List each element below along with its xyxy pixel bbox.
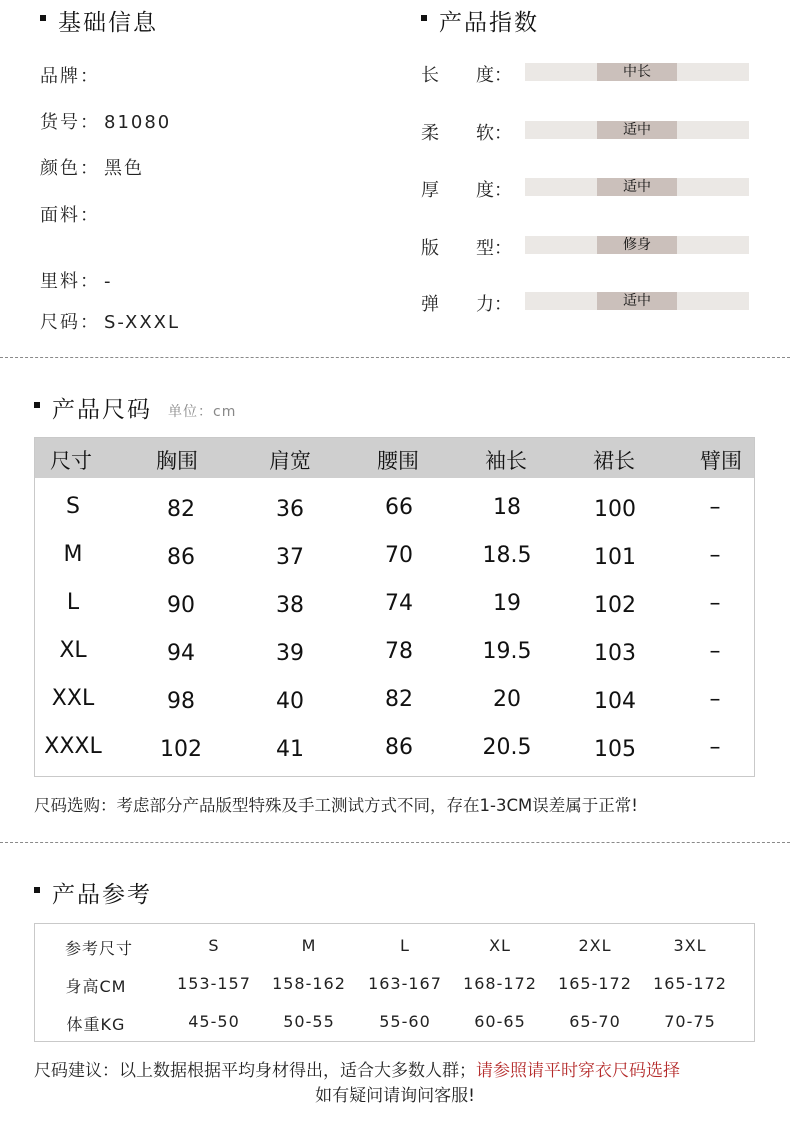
basic-info-title: 基础信息: [58, 10, 158, 36]
reference-note-text: 尺码建议：以上数据根据平均身材得出，适合大多数人群；: [34, 1061, 476, 1081]
table-cell: 参考尺寸: [64, 939, 133, 958]
info-value: 81080: [104, 112, 172, 133]
contact-note: 如有疑问请询问客服!: [315, 1086, 475, 1106]
index-row-length: [421, 61, 761, 85]
table-cell: 36: [276, 497, 304, 522]
table-cell: XL: [489, 936, 511, 955]
table-cell: 40: [276, 689, 304, 714]
header-cell: 肩宽: [269, 449, 311, 473]
table-cell: 78: [385, 639, 413, 664]
index-label: [421, 61, 512, 87]
table-cell: 165-172: [653, 974, 727, 993]
section-bullet: [421, 15, 427, 21]
reference-table: [34, 923, 755, 1042]
index-label-char1: 长: [421, 65, 439, 86]
reference-note: [34, 1056, 680, 1081]
table-cell: 39: [276, 641, 304, 666]
index-row-elasticity: [421, 290, 761, 314]
table-cell: XL: [59, 638, 87, 663]
table-cell: 2XL: [578, 936, 612, 955]
table-cell: 103: [594, 641, 636, 666]
table-cell: S: [208, 936, 220, 955]
info-value: S-XXXL: [104, 312, 181, 333]
table-cell: 94: [167, 641, 195, 666]
table-cell: 18.5: [482, 543, 532, 568]
index-label-char2: 度：: [476, 65, 512, 86]
info-row-size: [40, 308, 180, 334]
header-cell: 袖长: [485, 449, 527, 473]
info-row-brand: [40, 62, 104, 88]
info-row-lining: [40, 267, 113, 293]
index-marker: 中长: [597, 63, 677, 81]
table-cell: 45-50: [188, 1012, 240, 1031]
table-cell: 50-55: [283, 1012, 335, 1031]
reference-title: 产品参考: [52, 882, 152, 908]
table-cell: 38: [276, 593, 304, 618]
table-cell: 41: [276, 737, 304, 762]
table-cell: 86: [385, 735, 413, 760]
table-cell: 37: [276, 545, 304, 570]
info-row-fabric: [40, 201, 104, 227]
info-value: -: [104, 271, 113, 292]
index-bar: [525, 292, 749, 310]
index-label-char2: 软：: [476, 123, 512, 144]
reference-note-highlight: 请参照请平时穿衣尺码选择: [476, 1061, 680, 1081]
section-divider: [0, 842, 790, 843]
index-label-char1: 厚: [421, 180, 439, 201]
table-cell: 55-60: [379, 1012, 431, 1031]
table-cell: –: [709, 735, 721, 760]
info-row-color: [40, 154, 144, 180]
table-cell: 20: [493, 687, 521, 712]
table-cell: M: [63, 542, 83, 567]
table-cell: 身高CM: [65, 977, 127, 996]
table-cell: S: [66, 494, 80, 519]
table-cell: 153-157: [177, 974, 251, 993]
size-table: [34, 437, 755, 777]
table-cell: 70-75: [664, 1012, 716, 1031]
header-cell: 腰围: [377, 449, 419, 473]
info-label: 货号：: [40, 112, 100, 133]
index-bar: [525, 178, 749, 196]
info-label: 颜色：: [40, 158, 100, 179]
table-cell: 66: [385, 495, 413, 520]
table-cell: 158-162: [272, 974, 346, 993]
index-marker: 适中: [597, 292, 677, 310]
index-label: [421, 119, 512, 145]
index-marker: 适中: [597, 121, 677, 139]
table-cell: –: [709, 591, 721, 616]
info-label: 里料：: [40, 271, 100, 292]
table-cell: 100: [594, 497, 636, 522]
table-cell: 98: [167, 689, 195, 714]
index-row-softness: [421, 119, 761, 143]
table-cell: 90: [167, 593, 195, 618]
index-row-thickness: [421, 176, 761, 200]
size-chart-title: 产品尺码: [52, 397, 152, 423]
index-bar: [525, 236, 749, 254]
unit-label: 单位：cm: [168, 404, 237, 420]
header-cell: 胸围: [156, 449, 198, 473]
index-row-fit: [421, 234, 761, 258]
table-cell: 165-172: [558, 974, 632, 993]
product-index-title: 产品指数: [439, 10, 539, 36]
header-cell: 裙长: [593, 449, 635, 473]
index-marker: 适中: [597, 178, 677, 196]
table-cell: L: [66, 590, 80, 615]
table-cell: –: [709, 639, 721, 664]
size-table-header: [35, 438, 754, 478]
table-cell: 163-167: [368, 974, 442, 993]
table-cell: 20.5: [482, 735, 532, 760]
info-label: 品牌：: [40, 66, 100, 87]
table-cell: 体重KG: [66, 1015, 126, 1034]
table-cell: L: [400, 936, 410, 955]
table-cell: –: [709, 495, 721, 520]
table-cell: 82: [385, 687, 413, 712]
index-bar: [525, 63, 749, 81]
table-cell: 86: [167, 545, 195, 570]
index-label: [421, 290, 512, 316]
table-cell: M: [301, 936, 317, 955]
index-label-char1: 弹: [421, 294, 439, 315]
index-label-char1: 柔: [421, 123, 439, 144]
size-note: 尺码选购：考虑部分产品版型特殊及手工测试方式不同，存在1-3CM误差属于正常!: [34, 796, 638, 815]
table-cell: 102: [594, 593, 636, 618]
table-cell: 168-172: [463, 974, 537, 993]
table-cell: XXL: [51, 686, 95, 711]
index-label: [421, 176, 512, 202]
table-cell: 102: [160, 737, 202, 762]
index-label-char2: 力：: [476, 294, 512, 315]
table-cell: 70: [385, 543, 413, 568]
section-divider: [0, 357, 790, 358]
table-cell: 104: [594, 689, 636, 714]
info-value: 黑色: [104, 158, 144, 179]
index-label: [421, 234, 512, 260]
index-label-char1: 版: [421, 238, 439, 259]
section-bullet: [40, 15, 46, 21]
section-bullet: [34, 402, 40, 408]
table-cell: 19: [493, 591, 521, 616]
info-label: 面料：: [40, 205, 100, 226]
section-bullet: [34, 887, 40, 893]
table-cell: 18: [493, 495, 521, 520]
table-cell: 82: [167, 497, 195, 522]
index-label-char2: 型：: [476, 238, 512, 259]
info-label: 尺码：: [40, 312, 100, 333]
table-cell: 65-70: [569, 1012, 621, 1031]
table-cell: 105: [594, 737, 636, 762]
table-cell: 19.5: [482, 639, 532, 664]
index-label-char2: 度：: [476, 180, 512, 201]
table-cell: 74: [385, 591, 413, 616]
header-cell: 尺寸: [50, 449, 92, 473]
table-cell: 60-65: [474, 1012, 526, 1031]
table-cell: 101: [594, 545, 636, 570]
index-marker: 修身: [597, 236, 677, 254]
table-cell: XXXL: [44, 734, 102, 759]
table-cell: –: [709, 543, 721, 568]
table-cell: –: [709, 687, 721, 712]
header-cell: 臂围: [700, 449, 742, 473]
index-bar: [525, 121, 749, 139]
info-row-sku: [40, 108, 171, 134]
table-cell: 3XL: [673, 936, 707, 955]
